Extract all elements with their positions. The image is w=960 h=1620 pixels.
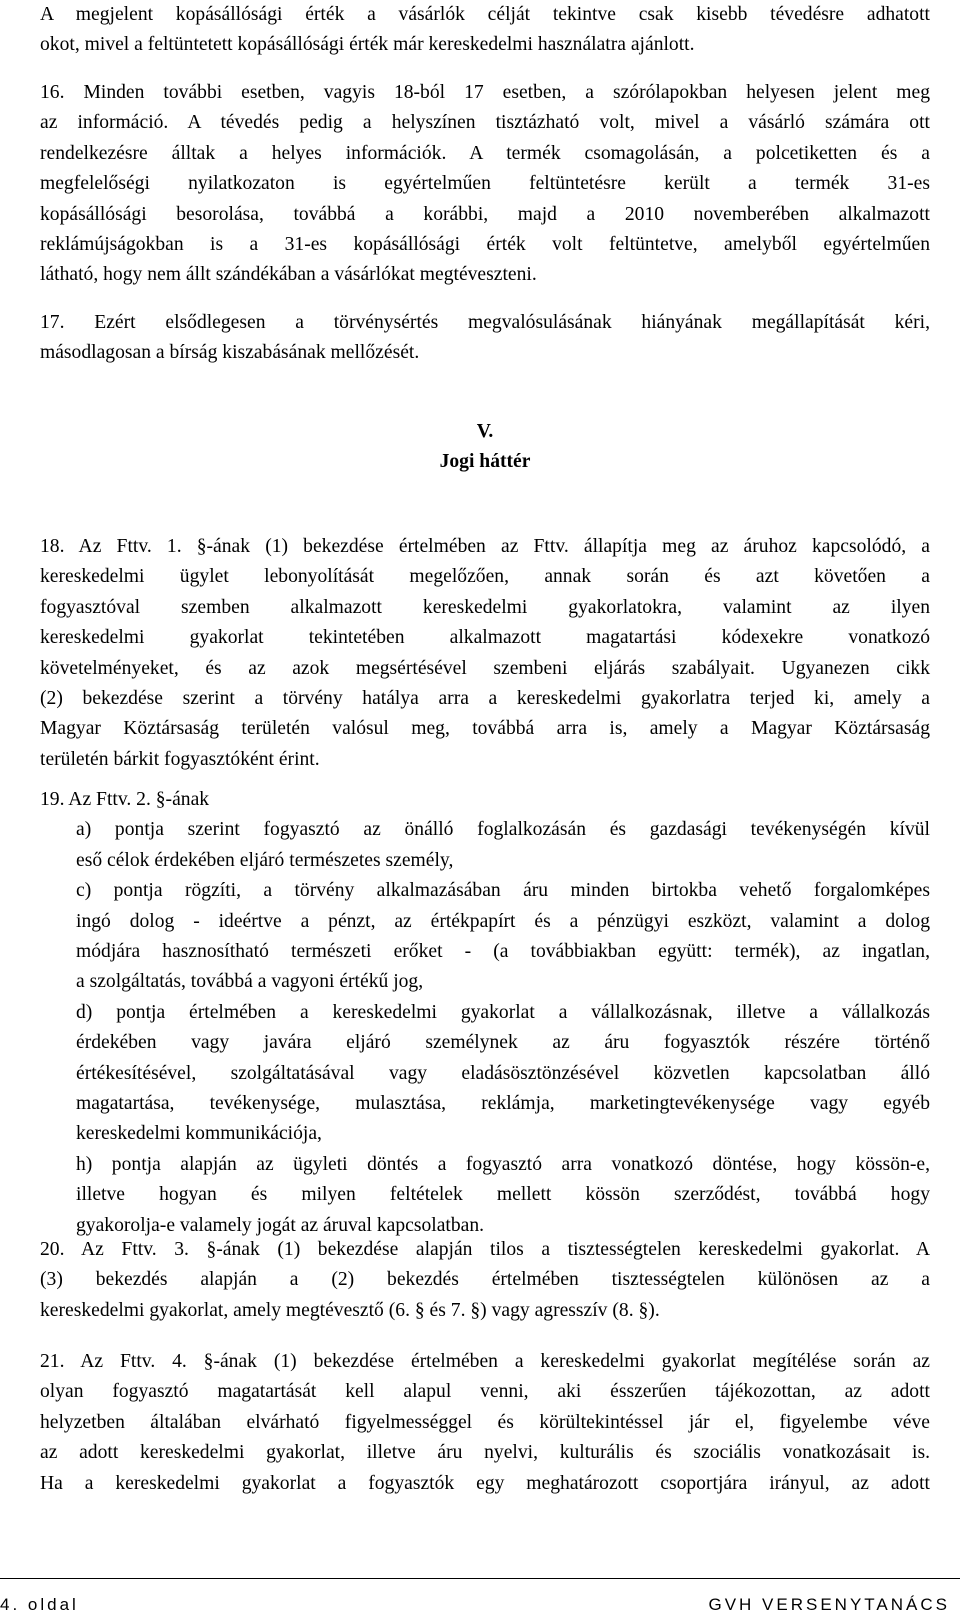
list-item-line: ingó dolog - ideértve a pénzt, az értékpapírt és a pénzügyi eszközt, valamint a dolog bbox=[76, 910, 930, 932]
paragraph-16 bbox=[40, 78, 930, 291]
paragraph-20 bbox=[40, 1235, 930, 1326]
footer-organization: GVH VERSENYTANÁCS bbox=[708, 1595, 950, 1614]
text-line: kereskedelmi ügylet lebonyolítását megelőzően, annak során és azt követően a bbox=[40, 566, 930, 588]
text-line: helyzetben általában elvárható figyelmességgel és körültekintéssel jár el, figyelembe véve bbox=[40, 1411, 930, 1433]
text-line: reklámújságokban is a 31-es kopásállósági érték volt feltüntetve, amelyből egyértelműen bbox=[40, 234, 930, 256]
paragraph-19-head: 19. Az Fttv. 2. §-ának bbox=[40, 789, 210, 810]
text-line: másodlagosan a bírság kiszabásának mellőzését. bbox=[40, 342, 420, 364]
text-line: okot, mivel a feltüntetett kopásállósági érték már kereskedelmi használatra ajánlott. bbox=[40, 34, 695, 56]
text-line: Ha a kereskedelmi gyakorlat a fogyasztók egy meghatározott csoportjára irányul, az adott bbox=[40, 1472, 930, 1494]
text-line: olyan fogyasztó magatartását kell alapul venni, aki ésszerűen tájékozottan, az adott bbox=[40, 1381, 930, 1403]
list-item-line: c) pontja rögzíti, a törvény alkalmazásában áru minden birtokba vehető forgalomképes bbox=[76, 880, 930, 902]
footer-divider bbox=[0, 1578, 960, 1579]
text-line: (2) bekezdése szerint a törvény hatálya arra a kereskedelmi gyakorlatra terjed ki, amely a bbox=[40, 688, 930, 710]
page-number: 4. oldal bbox=[0, 1595, 79, 1614]
list-item-line: kereskedelmi kommunikációja, bbox=[76, 1123, 322, 1145]
text-line: kereskedelmi gyakorlat, amely megtévesztő (6. § és 7. §) vagy agresszív (8. §). bbox=[40, 1299, 660, 1321]
text-line: az információ. A tévedés pedig a helyszínen tisztázható volt, mivel a vásárló számára ott bbox=[40, 112, 930, 134]
text-line: 16. Minden további esetben, vagyis 18-ból 17 esetben, a szórólapokban helyesen jelent meg bbox=[40, 82, 930, 103]
paragraph-19-items bbox=[40, 815, 930, 1241]
text-line: Magyar Köztársaság területén valósul meg, továbbá arra is, amely a Magyar Köztársaság bbox=[40, 718, 930, 740]
list-item-line: értékesítésével, szolgáltatásával vagy eladásösztönzésével közvetlen kapcsolatban álló bbox=[76, 1062, 930, 1084]
text-line: megfelelőségi nyilatkozaton is egyértelműen feltüntetésre került a termék 31-es bbox=[40, 173, 930, 195]
text-line: az adott kereskedelmi gyakorlat, illetve áru nyelvi, kulturális és szociális vonatkozásait is. bbox=[40, 1442, 930, 1464]
text-line: követelményeket, és az azok megsértésével szembeni eljárás szabályait. Ugyanezen cikk bbox=[40, 657, 930, 679]
list-item-line: a szolgáltatás, továbbá a vagyoni értékű jog, bbox=[76, 971, 424, 993]
text-line: területén bárkit fogyasztóként érint. bbox=[40, 748, 320, 770]
text-line: 21. Az Fttv. 4. §-ának (1) bekezdése értelmében a kereskedelmi gyakorlat megítélése során az bbox=[40, 1351, 930, 1372]
section-number: V. bbox=[476, 421, 494, 442]
text-line: kopásállósági besorolása, továbbá a korábbi, majd a 2010 novemberében alkalmazott bbox=[40, 203, 930, 225]
text-line: 18. Az Fttv. 1. §-ának (1) bekezdése értelmében az Fttv. állapítja meg az áruhoz kapcsolódó, a bbox=[40, 536, 930, 557]
list-item-line: d) pontja értelmében a kereskedelmi gyakorlat a vállalkozásnak, illetve a vállalkozás bbox=[76, 1001, 930, 1023]
paragraph-17 bbox=[40, 308, 930, 369]
text-line: fogyasztóval szemben alkalmazott kereskedelmi gyakorlatokra, valamint az ilyen bbox=[40, 596, 930, 618]
paragraph-19 bbox=[40, 785, 930, 1241]
list-item-line: magatartása, tevékenysége, mulasztása, reklámja, marketingtevékenysége vagy egyéb bbox=[76, 1093, 930, 1115]
paragraph-18 bbox=[40, 532, 930, 775]
text-line: A megjelent kopásállósági érték a vásárlók célját tekintve csak kisebb tévedésre adhatott bbox=[40, 4, 930, 25]
page-footer bbox=[0, 1578, 960, 1613]
list-item-line: h) pontja alapján az ügyleti döntés a fogyasztó arra vonatkozó döntése, hogy kössön-e, bbox=[76, 1153, 930, 1175]
list-item-line: a) pontja szerint fogyasztó az önálló foglalkozásán és gazdasági tevékenységén kívül bbox=[76, 819, 930, 841]
text-line: 20. Az Fttv. 3. §-ának (1) bekezdése alapján tilos a tisztességtelen kereskedelmi gyakorlat. A bbox=[40, 1239, 930, 1260]
paragraph-21 bbox=[40, 1347, 930, 1499]
list-item-line: gyakorolja-e valamely jogát az áruval kapcsolatban. bbox=[76, 1214, 485, 1236]
list-item-line: illetve hogyan és milyen feltételek mellett kössön szerződést, továbbá hogy bbox=[76, 1184, 930, 1206]
list-item-line: módjára hasznosítható természeti erőket - (a továbbiakban együtt: termék), az ingatlan, bbox=[76, 941, 930, 963]
section-title: Jogi háttér bbox=[439, 451, 531, 473]
paragraph-previous bbox=[40, 0, 930, 61]
text-line: látható, hogy nem állt szándékában a vásárlókat megtéveszteni. bbox=[40, 264, 537, 286]
section-heading bbox=[40, 417, 930, 478]
list-item-line: érdekében vagy javára eljáró személynek az áru fogyasztók részére történő bbox=[76, 1032, 930, 1054]
text-line: rendelkezésre álltak a helyes információk. A termék csomagolásán, a polcetiketten és a bbox=[40, 142, 930, 164]
list-item-line: eső célok érdekében eljáró természetes személy, bbox=[76, 849, 454, 871]
text-line: kereskedelmi gyakorlat tekintetében alkalmazott magatartási kódexekre vonatkozó bbox=[40, 627, 930, 649]
text-line: (3) bekezdés alapján a (2) bekezdés értelmében tisztességtelen különösen az a bbox=[40, 1269, 930, 1291]
text-line: 17. Ezért elsődlegesen a törvénysértés megvalósulásának hiányának megállapítását kéri, bbox=[40, 312, 930, 333]
